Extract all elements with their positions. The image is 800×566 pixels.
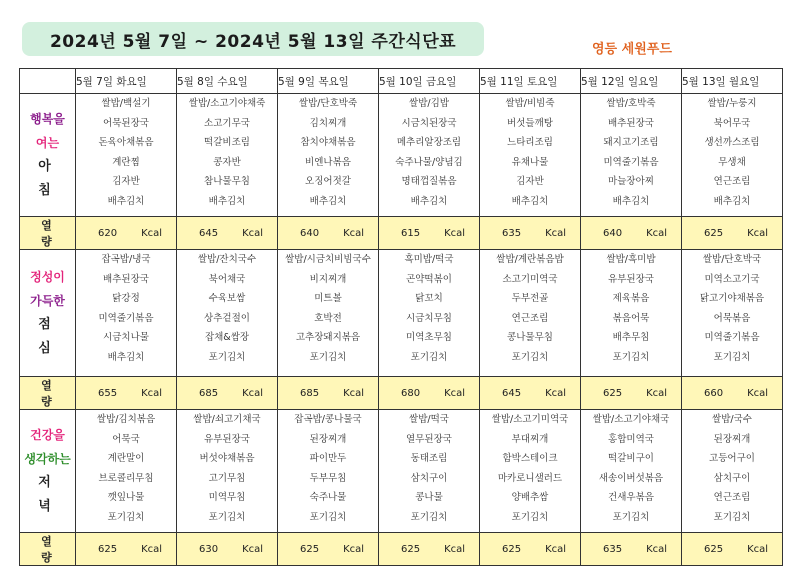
menu-item: 계란말이 [107,453,145,465]
day-header: 5월 12일 일요일 [581,69,682,94]
menu-item: 포기김치 [410,351,448,363]
menu-item: 고등어구이 [709,453,755,465]
menu-item: 유부된장국 [204,433,250,445]
calorie-unit: Kcal [646,387,668,399]
dinner-menu-cell [682,410,783,533]
calorie-unit: Kcal [747,387,769,399]
menu-item: 소고기미역국 [502,273,558,285]
menu-item: 마늘장아찌 [608,176,654,188]
breakfast-menu-cell [581,94,682,217]
breakfast-calorie-row [20,217,783,250]
lunch-label-line: 가득한 [30,294,65,308]
menu-item: 잡곡밥/콩나물국 [294,414,362,425]
lunch-menu-cell [177,250,278,377]
menu-item: 미트볼 [314,293,342,305]
lunch-calorie-row [20,377,783,410]
menu-item: 배추김치 [309,195,347,207]
menu-item: 북어무국 [713,117,751,129]
calorie-value-wrap [379,228,479,239]
dinner-calorie-row [20,533,783,566]
menu-item: 쌀밥/잔치국수 [197,254,257,265]
calorie-unit: Kcal [545,227,567,239]
menu-item: 콩나물무침 [507,332,553,344]
calorie-unit: Kcal [747,227,769,239]
calorie-cell [682,217,783,250]
calorie-cell [682,533,783,566]
menu-item: 미역무침 [208,492,246,504]
calorie-label: 열 량 [20,377,76,410]
lunch-row [20,250,783,377]
calorie-unit: Kcal [141,387,163,399]
menu-item: 돼지고기조림 [603,137,659,149]
menu-item: 새송이버섯볶음 [598,472,664,484]
calorie-value-wrap [581,388,681,399]
calorie-cell [379,533,480,566]
menu-item: 홍합미역국 [608,433,654,445]
menu-item: 쌀밥/백설기 [101,98,151,109]
calorie-cell [76,217,177,250]
menu-item: 콩나물 [415,492,443,504]
menu-item: 유채나물 [511,156,549,168]
lunch-label-line: 정성이 [30,270,65,284]
lunch-label [20,250,76,377]
menu-item: 배추김치 [713,195,751,207]
day-header: 5월 7일 화요일 [76,69,177,94]
menu-item: 포기김치 [208,351,246,363]
calorie-unit: Kcal [747,543,769,555]
calorie-cell [480,533,581,566]
menu-item: 어묵볶음 [713,312,751,324]
calorie-value-wrap [76,544,176,555]
corner-cell [20,69,76,94]
day-header: 5월 8일 수요일 [177,69,278,94]
day-header: 5월 9일 목요일 [278,69,379,94]
menu-item: 쌀밥/계란볶음밥 [496,254,564,265]
menu-item: 쌀밥/호박죽 [606,98,656,109]
calorie-value: 625 [98,543,118,555]
menu-item: 미역소고기국 [704,273,760,285]
menu-item: 떡갈비구이 [608,453,654,465]
calorie-cell [581,217,682,250]
menu-item: 비엔나볶음 [305,156,351,168]
calorie-value-wrap [177,228,277,239]
calorie-value: 660 [704,387,724,399]
dinner-label-line: 생각하는 [24,452,71,466]
calorie-value: 655 [98,387,118,399]
menu-item: 브로콜리무침 [98,472,154,484]
menu-item: 명태껍질볶음 [401,176,457,188]
menu-item: 연근조림 [713,176,751,188]
menu-item: 어묵된장국 [103,117,149,129]
dinner-label-main: 저녁 [38,475,65,514]
menu-item: 콩자반 [213,156,241,168]
menu-item: 포기김치 [309,511,347,523]
lunch-menu-cell [76,250,177,377]
breakfast-menu-cell [379,94,480,217]
menu-item: 잡곡밥/냉국 [101,254,151,265]
menu-item: 고추장돼지볶음 [295,332,361,344]
calorie-unit: Kcal [242,543,264,555]
menu-item: 닭꼬치 [415,293,443,305]
calorie-value-wrap [379,544,479,555]
calorie-cell [177,533,278,566]
breakfast-row [20,94,783,217]
day-header: 5월 10일 금요일 [379,69,480,94]
menu-item: 호박전 [314,312,342,324]
menu-item: 배추김치 [107,195,145,207]
calorie-value: 620 [98,227,118,239]
menu-item: 소고기무국 [204,117,250,129]
calorie-unit: Kcal [343,543,365,555]
lunch-menu-cell [480,250,581,377]
dinner-label [20,410,76,533]
dinner-menu-cell [379,410,480,533]
calorie-value: 640 [300,227,320,239]
menu-item: 포기김치 [410,511,448,523]
menu-item: 포기김치 [107,511,145,523]
menu-item: 쌀밥/비빔죽 [505,98,555,109]
calorie-value-wrap [682,228,782,239]
menu-item: 쌀밥/김밥 [409,98,449,109]
menu-item: 버섯들깨탕 [507,117,553,129]
calorie-value: 645 [199,227,219,239]
calorie-cell [379,217,480,250]
breakfast-menu-cell [278,94,379,217]
menu-item: 숙주나물 [309,492,347,504]
menu-item: 포기김치 [713,351,751,363]
menu-item: 상추겉절이 [204,312,250,324]
calorie-label: 열 량 [20,533,76,566]
calorie-cell [581,533,682,566]
menu-item: 미역줄기볶음 [603,156,659,168]
menu-item: 파이만두 [309,453,347,465]
menu-item: 수육보쌈 [208,293,246,305]
calorie-unit: Kcal [646,227,668,239]
menu-item: 볶음어묵 [612,312,650,324]
menu-item: 생선까스조림 [704,137,760,149]
calorie-unit: Kcal [545,543,567,555]
menu-item: 포기김치 [511,351,549,363]
calorie-value: 615 [401,227,421,239]
calorie-unit: Kcal [141,227,163,239]
menu-item: 포기김치 [511,511,549,523]
calorie-value: 625 [603,387,623,399]
weekly-menu-table [19,68,783,566]
menu-item: 느타리조림 [507,137,553,149]
calorie-value-wrap [379,388,479,399]
calorie-value-wrap [177,388,277,399]
menu-item: 된장찌개 [309,433,347,445]
menu-item: 비지찌개 [309,273,347,285]
calorie-value: 640 [603,227,623,239]
menu-item: 어묵국 [112,433,140,445]
menu-item: 건새우볶음 [608,492,654,504]
menu-item: 열무된장국 [406,433,452,445]
menu-item: 쌀밥/단호박국 [702,254,762,265]
calorie-value: 685 [300,387,320,399]
lunch-label-main: 점심 [38,317,65,356]
menu-item: 배추김치 [208,195,246,207]
menu-item: 배추김치 [612,195,650,207]
menu-item: 쌀밥/단호박죽 [298,98,358,109]
menu-item: 시금치된장국 [401,117,457,129]
menu-item: 배추된장국 [103,273,149,285]
calorie-value: 645 [502,387,522,399]
menu-item: 닭고기야채볶음 [699,293,765,305]
menu-item: 북어채국 [208,273,246,285]
menu-item: 포기김치 [612,511,650,523]
menu-item: 동태조림 [410,453,448,465]
calorie-value-wrap [581,228,681,239]
menu-item: 유부된장국 [608,273,654,285]
calorie-cell [480,217,581,250]
calorie-unit: Kcal [141,543,163,555]
menu-item: 메추리알장조림 [396,137,462,149]
menu-item: 포기김치 [208,511,246,523]
menu-item: 삼치구이 [713,472,751,484]
breakfast-label [20,94,76,217]
calorie-unit: Kcal [646,543,668,555]
menu-item: 배추김치 [107,351,145,363]
menu-item: 배추김치 [511,195,549,207]
menu-item: 시금치나물 [103,332,149,344]
menu-item: 무생채 [718,156,746,168]
menu-item: 쌀밥/흑미밥 [606,254,656,265]
menu-item: 김자반 [112,176,140,188]
calorie-value-wrap [682,544,782,555]
menu-item: 쌀밥/쇠고기채국 [193,414,261,425]
breakfast-menu-cell [177,94,278,217]
calorie-cell [379,377,480,410]
calorie-value: 630 [199,543,219,555]
menu-item: 제육볶음 [612,293,650,305]
calorie-unit: Kcal [343,227,365,239]
calorie-cell [76,377,177,410]
breakfast-menu-cell [76,94,177,217]
menu-item: 오징어젓갈 [305,176,351,188]
calorie-cell [278,377,379,410]
lunch-menu-cell [682,250,783,377]
menu-item: 부대찌개 [511,433,549,445]
calorie-value-wrap [682,388,782,399]
calorie-unit: Kcal [242,387,264,399]
calorie-value: 685 [199,387,219,399]
lunch-menu-cell [278,250,379,377]
calorie-value-wrap [278,388,378,399]
lunch-menu-cell [379,250,480,377]
calorie-value-wrap [177,544,277,555]
calorie-cell [480,377,581,410]
menu-item: 쌀밥/소고기야채죽 [188,98,266,109]
calorie-value: 635 [603,543,623,555]
menu-item: 곤약떡볶이 [406,273,452,285]
calorie-value-wrap [76,388,176,399]
dinner-menu-cell [177,410,278,533]
calorie-value: 635 [502,227,522,239]
menu-item: 잡채&쌈장 [204,332,250,344]
calorie-cell [76,533,177,566]
menu-item: 양배추쌈 [511,492,549,504]
menu-item: 마카로니샐러드 [497,472,563,484]
menu-item: 포기김치 [713,511,751,523]
calorie-unit: Kcal [545,387,567,399]
menu-item: 미역초무침 [406,332,452,344]
calorie-label: 열 량 [20,217,76,250]
menu-item: 닭강정 [112,293,140,305]
menu-item: 두부무침 [309,472,347,484]
calorie-value: 680 [401,387,421,399]
calorie-cell [581,377,682,410]
dinner-menu-cell [76,410,177,533]
day-header-row [20,69,783,94]
menu-item: 연근조림 [713,492,751,504]
menu-item: 시금치무침 [406,312,452,324]
calorie-unit: Kcal [444,387,466,399]
menu-item: 미역줄기볶음 [98,312,154,324]
calorie-value-wrap [480,388,580,399]
menu-item: 버섯야채볶음 [199,453,255,465]
menu-title: 2024년 5월 7일 ~ 2024년 5월 13일 주간식단표 [22,22,484,56]
menu-item: 숙주나물/양념김 [395,156,463,168]
menu-item: 연근조림 [511,312,549,324]
day-header: 5월 13일 월요일 [682,69,783,94]
dinner-label-line: 건강을 [30,428,65,442]
menu-item: 깻잎나물 [107,492,145,504]
calorie-value-wrap [581,544,681,555]
menu-item: 삼치구이 [410,472,448,484]
calorie-value: 625 [704,543,724,555]
breakfast-menu-cell [682,94,783,217]
lunch-menu-cell [581,250,682,377]
calorie-unit: Kcal [444,227,466,239]
menu-item: 쌀밥/떡국 [409,414,449,425]
calorie-cell [682,377,783,410]
menu-item: 쌀밥/소고기미역국 [491,414,569,425]
calorie-value-wrap [278,544,378,555]
company-name: 영등 세원푸드 [592,42,672,57]
menu-item: 포기김치 [309,351,347,363]
calorie-unit: Kcal [343,387,365,399]
menu-item: 배추김치 [410,195,448,207]
menu-item: 두부전골 [511,293,549,305]
breakfast-menu-cell [480,94,581,217]
menu-item: 김치찌개 [309,117,347,129]
menu-item: 포기김치 [612,351,650,363]
calorie-value-wrap [480,228,580,239]
calorie-cell [278,217,379,250]
day-header: 5월 11일 토요일 [480,69,581,94]
calorie-cell [177,217,278,250]
menu-item: 쌀밥/소고기야채국 [592,414,670,425]
calorie-unit: Kcal [242,227,264,239]
calorie-value: 625 [502,543,522,555]
menu-item: 배추무침 [612,332,650,344]
menu-item: 참나물무침 [204,176,250,188]
menu-item: 배추된장국 [608,117,654,129]
menu-item: 고기무침 [208,472,246,484]
calorie-value-wrap [76,228,176,239]
menu-item: 떡갈비조림 [204,137,250,149]
menu-item: 김자반 [516,176,544,188]
calorie-unit: Kcal [444,543,466,555]
calorie-value-wrap [278,228,378,239]
breakfast-label-line: 여는 [35,136,60,150]
calorie-cell [278,533,379,566]
menu-item: 계란찜 [112,156,140,168]
menu-item: 쌀밥/누룽지 [707,98,757,109]
calorie-value: 625 [300,543,320,555]
calorie-value: 625 [401,543,421,555]
menu-item: 된장찌개 [713,433,751,445]
menu-item: 흑미밥/떡국 [404,254,454,265]
dinner-menu-cell [581,410,682,533]
calorie-value-wrap [480,544,580,555]
calorie-cell [177,377,278,410]
breakfast-label-line: 행복을 [30,112,65,126]
menu-item: 돈육아채볶음 [98,137,154,149]
dinner-row [20,410,783,533]
calorie-value: 625 [704,227,724,239]
dinner-menu-cell [278,410,379,533]
menu-item: 함박스테이크 [502,453,558,465]
breakfast-label-main: 아침 [38,159,65,198]
menu-item: 쌀밥/김치볶음 [96,414,156,425]
menu-item: 쌀밥/시금치비빔국수 [285,254,371,265]
menu-item: 쌀밥/국수 [712,414,752,425]
dinner-menu-cell [480,410,581,533]
menu-item: 참치야채볶음 [300,137,356,149]
menu-item: 미역줄기볶음 [704,332,760,344]
